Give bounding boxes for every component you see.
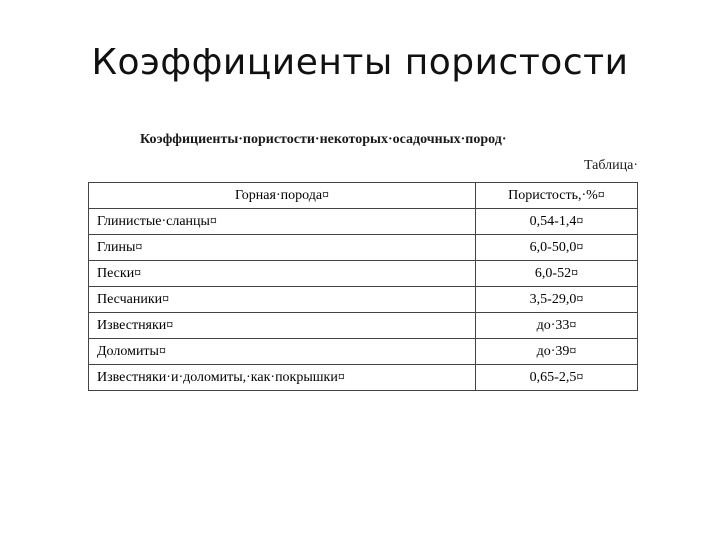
- rock-cell: Глинистые·сланцы¤: [89, 209, 476, 235]
- rock-cell: Пески¤: [89, 261, 476, 287]
- table-header-row: [89, 183, 638, 209]
- table-row: [89, 287, 638, 313]
- table-row: [89, 209, 638, 235]
- porosity-cell: 6,0-52¤: [476, 261, 638, 287]
- rock-cell: Известняки¤: [89, 313, 476, 339]
- rock-cell: Известняки·и·доломиты,·как·покрышки¤: [89, 365, 476, 391]
- table-heading: Коэффициенты·пористости·некоторых·осадочных·пород·: [140, 132, 507, 147]
- document-excerpt: [88, 128, 640, 398]
- table-row: [89, 313, 638, 339]
- porosity-table: [88, 182, 638, 391]
- column-header-porosity: Пористость,·%¤: [476, 183, 638, 209]
- porosity-cell: до·39¤: [476, 339, 638, 365]
- rock-cell: Глины¤: [89, 235, 476, 261]
- porosity-cell: 0,54-1,4¤: [476, 209, 638, 235]
- porosity-cell: до·33¤: [476, 313, 638, 339]
- table-caption: Таблица·: [583, 158, 638, 173]
- porosity-cell: 6,0-50,0¤: [476, 235, 638, 261]
- table-row: [89, 261, 638, 287]
- porosity-cell: 3,5-29,0¤: [476, 287, 638, 313]
- slide-title: Коэффициенты пористости: [91, 42, 629, 83]
- porosity-cell: 0,65-2,5¤: [476, 365, 638, 391]
- rock-cell: Доломиты¤: [89, 339, 476, 365]
- column-header-rock: Горная·порода¤: [89, 183, 476, 209]
- table-row: [89, 339, 638, 365]
- table-row: [89, 365, 638, 391]
- table-row: [89, 235, 638, 261]
- rock-cell: Песчаники¤: [89, 287, 476, 313]
